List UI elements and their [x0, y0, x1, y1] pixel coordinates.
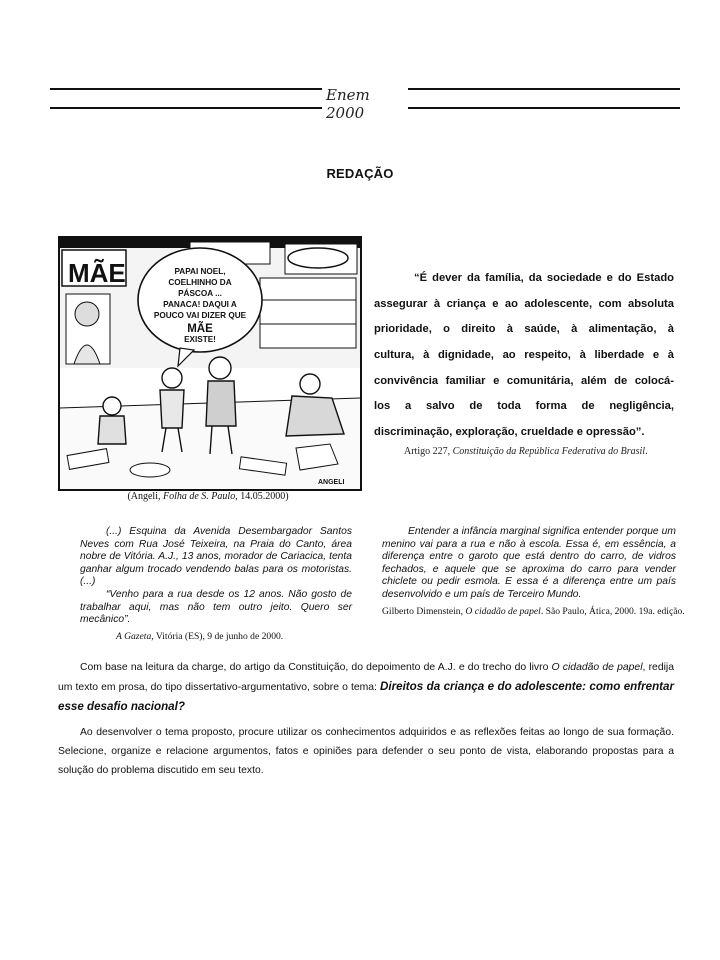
news-excerpt — [80, 526, 352, 643]
instructions — [58, 658, 674, 780]
cartoon-signature: ANGELI — [318, 479, 345, 486]
news-paragraph-2: “Venho para a rua desde os 12 anos. Não gosto de trabalhar aqui, mas não tem outro jeito. Quero ser mecânico”. — [80, 588, 352, 626]
quote-line: assegurar à criança e ao adolescente, com absoluta — [374, 297, 674, 310]
quote-line: los a salvo de toda forma de negligência, — [374, 400, 674, 413]
news-source: A Gazeta, Vitória (ES), 9 de junho de 2000. — [116, 630, 284, 642]
credit-prefix: (Angeli, — [127, 491, 163, 502]
header-rule-left-bottom — [50, 107, 322, 109]
quote-source: Artigo 227, Constituição da República Federativa do Brasil. — [404, 446, 648, 457]
news-paragraph-1: (...) Esquina da Avenida Desembargador Santos Neves com Rua José Teixeira, na Praia do Canto, área nobre de Vitória. A.J., 13 anos, morador de Cariacica, tenta ganhar algum trocado vendendo balas para os motoristas. (...) — [80, 526, 352, 588]
constitution-quote — [374, 266, 674, 446]
credit-suffix: , 14.05.2000) — [235, 491, 289, 502]
balloon-line-4: PANACA! DAQUI A — [163, 300, 237, 309]
balloon-line-end: EXISTE! — [184, 335, 216, 344]
balloon-line-3: PÁSCOA ... — [178, 289, 222, 298]
store-sign: MÃE — [68, 258, 126, 288]
book-source: Gilberto Dimenstein, O cidadão de papel. São Paulo, Ática, 2000. 19a. edição. — [382, 605, 685, 617]
enem-logo: Enem 2000 — [326, 86, 370, 122]
page-title: REDAÇÃO — [326, 166, 394, 181]
balloon-line-5: POUCO VAI DIZER QUE — [153, 311, 247, 320]
quote-line: convivência familiar e comunitária, além de colocá- — [374, 374, 674, 387]
balloon-line-1: PAPAI NOEL, — [174, 267, 226, 276]
book-paragraph: Entender a infância marginal significa entender porque um menino vai para a rua e não à escola. Essa é, em essência, a diferença entre o garoto que está dentro do carro, de vidros fechados, e aquele que se aproxima do carro para vender chiclete ou pedir esmola. E essa é a diferença entre um país desenvolvido e um país de Terceiro Mundo. — [382, 526, 676, 600]
instruction-paragraph-1: Com base na leitura da charge, do artigo da Constituição, do depoimento de A.J. e do trecho do livro O cidadão de papel, redija um texto em prosa, do tipo dissertativo-argumentativo, sobre o tema: Direitos da criança e do adolescente: como enfrentar esse desafio nacional? — [58, 662, 675, 713]
book-excerpt — [382, 526, 685, 618]
balloon-line-2: COELHINHO DA — [168, 278, 232, 287]
credit-source: Folha de S. Paulo — [162, 491, 236, 502]
header-rule-left-top — [50, 88, 322, 90]
quote-line: “É dever da família, da sociedade e do Estado — [414, 272, 674, 284]
balloon-emphasis: MÃE — [187, 323, 213, 335]
header-rule-right-bottom — [408, 107, 680, 109]
quote-line: prioridade, o direito à saúde, à alimentação, à — [374, 323, 674, 336]
instruction-paragraph-2: Ao desenvolver o tema proposto, procure utilizar os conhecimentos adquiridos e as reflexões feitas ao longo de sua formação. Selecione, organize e relacione argumentos, fatos e opiniões para defender o seu ponto de vista, elaborando propostas para a solução do problema discutido em seu texto. — [58, 727, 674, 776]
header-rule-right-top — [408, 88, 680, 90]
essay-theme: Direitos da criança e do adolescente: como enfrentar esse desafio nacional? — [58, 680, 674, 713]
cartoon-credit — [58, 491, 358, 502]
quote-line: discriminação, exploração, crueldade e opressão”. — [374, 426, 645, 439]
quote-line: cultura, à dignidade, ao respeito, à liberdade e à — [374, 349, 674, 362]
cartoon-illustration — [58, 236, 362, 491]
